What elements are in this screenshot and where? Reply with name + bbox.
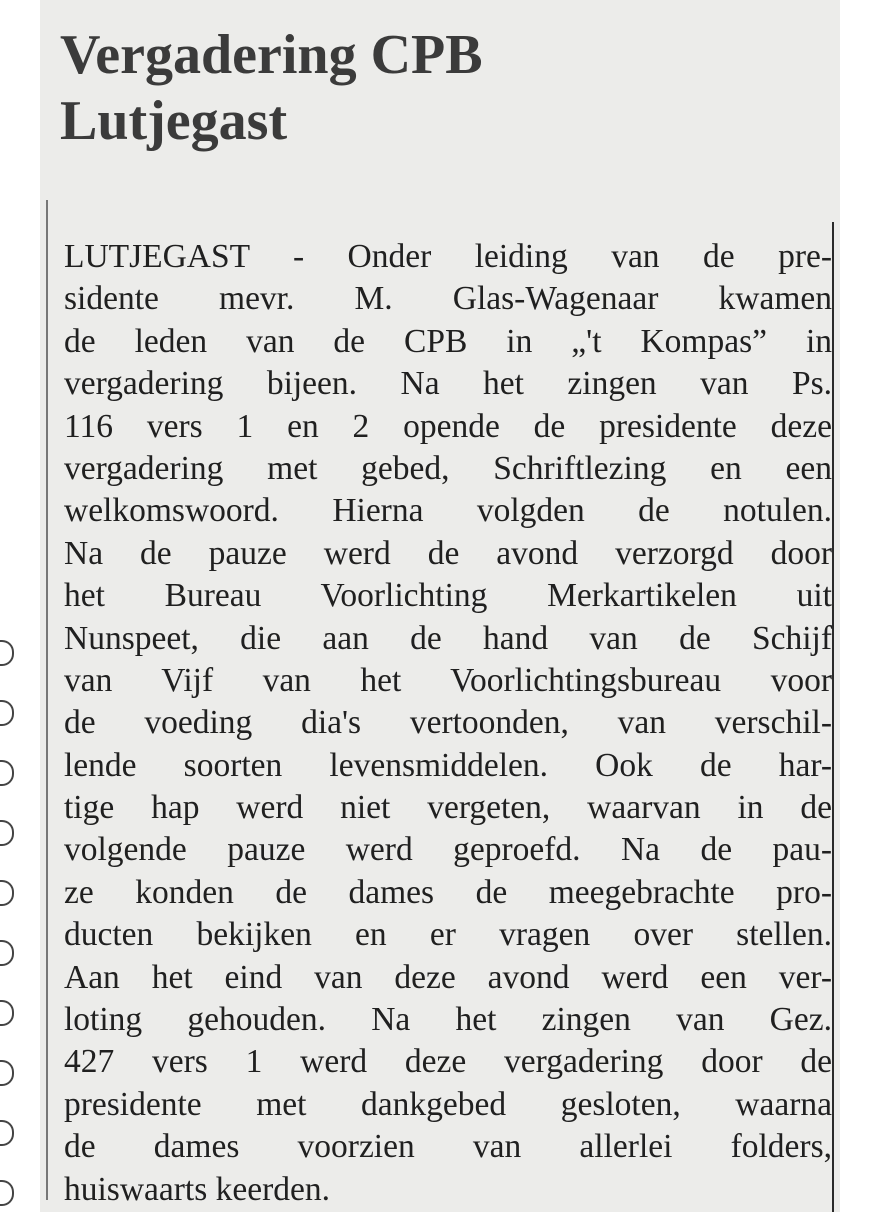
article-body-line: sidente mevr. M. Glas-Wagenaar kwamen: [64, 280, 832, 318]
article-body-line: van Vijf van het Voorlichtingsbureau voor: [64, 661, 832, 699]
binder-hole-mark: [0, 1000, 14, 1026]
headline-line-2: Lutjegast: [60, 90, 288, 152]
article-body-line: huiswaarts keerden.: [64, 1170, 331, 1208]
article-body: [64, 236, 832, 1211]
article-body-line: vergadering bijeen. Na het zingen van Ps.: [64, 365, 832, 403]
article-body-line: Aan het eind van deze avond werd een ver-: [64, 958, 832, 996]
article-body-line: de dames voorzien van allerlei folders,: [64, 1128, 832, 1166]
article-body-line: LUTJEGAST - Onder leiding van de pre-: [64, 238, 832, 275]
binder-hole-mark: [0, 1180, 14, 1206]
article-body-line: volgende pauze werd geproefd. Na de pau-: [64, 831, 832, 869]
binder-hole-mark: [0, 940, 14, 966]
article-body-line: presidente met dankgebed gesloten, waarna: [64, 1085, 832, 1123]
column-rule-left: [46, 200, 48, 1200]
article-body-line: vergadering met gebed, Schriftlezing en een: [64, 449, 832, 487]
article-body-line: loting gehouden. Na het zingen van Gez.: [64, 1001, 832, 1039]
article-body-line: ze konden de dames de meegebrachte pro-: [64, 873, 832, 911]
binder-hole-mark: [0, 760, 14, 786]
article-body-line: de leden van de CPB in „'t Kompas” in: [64, 322, 832, 360]
article-body-line: de voeding dia's vertoonden, van verschil-: [64, 704, 832, 742]
headline-line-1: Vergadering CPB: [60, 24, 483, 86]
article-body-line: Nunspeet, die aan de hand van de Schijf: [64, 619, 832, 657]
binder-hole-mark: [0, 820, 14, 846]
binder-hole-mark: [0, 880, 14, 906]
article-body-line: 116 vers 1 en 2 opende de presidente deze: [64, 407, 832, 445]
article-headline: [60, 22, 660, 154]
article-body-line: 427 vers 1 werd deze vergadering door de: [64, 1043, 832, 1081]
binder-hole-mark: [0, 640, 14, 666]
article-body-line: lende soorten levensmiddelen. Ook de har-: [64, 746, 832, 784]
page-margin: [0, 0, 40, 1212]
article-body-line: ducten bekijken en er vragen over stellen.: [64, 916, 832, 954]
binder-hole-mark: [0, 1060, 14, 1086]
article-body-line: Na de pauze werd de avond verzorgd door: [64, 534, 832, 572]
column-rule-right: [832, 222, 834, 1212]
article-body-line: welkomswoord. Hierna volgden de notulen.: [64, 492, 832, 530]
binder-hole-mark: [0, 700, 14, 726]
binder-hole-mark: [0, 1120, 14, 1146]
article-body-line: het Bureau Voorlichting Merkartikelen uit: [64, 577, 832, 615]
article-body-line: tige hap werd niet vergeten, waarvan in de: [64, 789, 832, 827]
